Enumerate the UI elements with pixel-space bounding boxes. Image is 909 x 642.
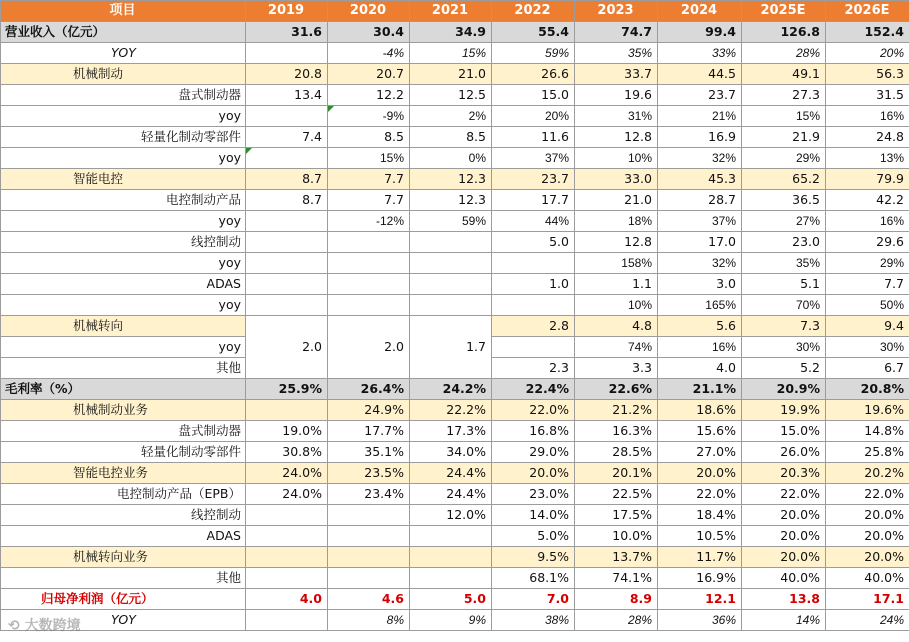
cell-2021: 9% (410, 610, 492, 631)
table-row (1, 253, 909, 274)
cell-2023: 22.5% (575, 484, 658, 505)
cell-2025E: 70% (742, 295, 826, 316)
cell-2022 (492, 253, 575, 274)
cell-2024: 36% (658, 610, 742, 631)
cell-2022: 2.8 (492, 316, 575, 337)
cell-2025E: 13.8 (742, 589, 826, 610)
table-row (1, 169, 909, 190)
table-row (1, 64, 909, 85)
cell-2023: 28.5% (575, 442, 658, 463)
cell-2024: 32% (658, 253, 742, 274)
cell-2020: 26.4% (328, 379, 410, 400)
cell-2025E: 5.1 (742, 274, 826, 295)
cell-2025E: 20.9% (742, 379, 826, 400)
cell-2019 (246, 148, 328, 169)
cell-2023: 35% (575, 43, 658, 64)
cell-2024: 11.7% (658, 547, 742, 568)
table-row (1, 106, 909, 127)
cell-2021: 8.5 (410, 127, 492, 148)
cell-2023: 4.8 (575, 316, 658, 337)
cell-2026E: 29.6 (826, 232, 909, 253)
row-label: YOY (1, 43, 246, 64)
header-row (1, 1, 909, 22)
cell-2020 (328, 232, 410, 253)
cell-2021: 21.0 (410, 64, 492, 85)
cell-2019: 25.9% (246, 379, 328, 400)
cell-2021 (410, 295, 492, 316)
cell-2019 (246, 547, 328, 568)
cell-2026E: 22.0% (826, 484, 909, 505)
cell-2020: -9% (328, 106, 410, 127)
cell-2024: 3.0 (658, 274, 742, 295)
cell-2019 (246, 610, 328, 631)
cell-2026E: 16% (826, 106, 909, 127)
cell-2023: 10% (575, 295, 658, 316)
cell-2026E: 20.0% (826, 547, 909, 568)
cell-2020: 7.7 (328, 190, 410, 211)
cell-2020 (328, 274, 410, 295)
cell-2025E: 20.3% (742, 463, 826, 484)
cell-2024: 165% (658, 295, 742, 316)
cell-2022: 44% (492, 211, 575, 232)
row-label: yoy (1, 106, 246, 127)
cell-2023: 33.0 (575, 169, 658, 190)
cell-2026E: 17.1 (826, 589, 909, 610)
cell-2025E: 36.5 (742, 190, 826, 211)
cell-2020 (328, 505, 410, 526)
cell-2023: 8.9 (575, 589, 658, 610)
cell-2022: 16.8% (492, 421, 575, 442)
table-row (1, 421, 909, 442)
cell-2023: 22.6% (575, 379, 658, 400)
cell-2024: 10.5% (658, 526, 742, 547)
row-label: 机械转向 (1, 316, 246, 337)
cell-2023: 16.3% (575, 421, 658, 442)
table-row (1, 379, 909, 400)
cell-2021 (410, 253, 492, 274)
row-label: 智能电控 (1, 169, 246, 190)
cell-2021: 24.2% (410, 379, 492, 400)
cell-2022: 11.6 (492, 127, 575, 148)
row-label: 盘式制动器 (1, 421, 246, 442)
cell-2026E: 152.4 (826, 22, 909, 43)
cell-2020: 35.1% (328, 442, 410, 463)
cell-2023: 18% (575, 211, 658, 232)
cell-2024: 16.9% (658, 568, 742, 589)
cell-2019: 31.6 (246, 22, 328, 43)
cell-2022: 7.0 (492, 589, 575, 610)
cell-2024: 18.6% (658, 400, 742, 421)
cell-2023: 74.7 (575, 22, 658, 43)
cell-2026E: 9.4 (826, 316, 909, 337)
cell-2022: 59% (492, 43, 575, 64)
header-year-2023: 2023 (575, 1, 658, 22)
cell-2020: 2.0 (328, 316, 410, 379)
row-label: 机械制动业务 (1, 400, 246, 421)
cell-2024: 16.9 (658, 127, 742, 148)
cell-2023: 3.3 (575, 358, 658, 379)
cell-2019: 24.0% (246, 463, 328, 484)
cell-2019: 20.8 (246, 64, 328, 85)
cell-2023: 28% (575, 610, 658, 631)
cell-2025E: 20.0% (742, 547, 826, 568)
cell-2022: 17.7 (492, 190, 575, 211)
cell-2026E: 42.2 (826, 190, 909, 211)
cell-2025E: 28% (742, 43, 826, 64)
cell-2019 (246, 211, 328, 232)
cell-2025E: 5.2 (742, 358, 826, 379)
cell-2026E: 29% (826, 253, 909, 274)
cell-2022: 22.0% (492, 400, 575, 421)
cell-2022: 2.3 (492, 358, 575, 379)
cell-2022: 55.4 (492, 22, 575, 43)
cell-2021 (410, 232, 492, 253)
cell-2025E: 27% (742, 211, 826, 232)
cell-2022: 22.4% (492, 379, 575, 400)
cell-2026E: 19.6% (826, 400, 909, 421)
header-year-2020: 2020 (328, 1, 410, 22)
table-row (1, 22, 909, 43)
cell-2021 (410, 547, 492, 568)
row-label: 机械转向业务 (1, 547, 246, 568)
row-label: yoy (1, 295, 246, 316)
cell-2019 (246, 568, 328, 589)
cell-2026E: 40.0% (826, 568, 909, 589)
cell-2020 (328, 526, 410, 547)
cell-2024: 32% (658, 148, 742, 169)
cell-2023: 10.0% (575, 526, 658, 547)
cell-2023: 31% (575, 106, 658, 127)
cell-2020: 24.9% (328, 400, 410, 421)
cell-2020: 7.7 (328, 169, 410, 190)
row-label: yoy (1, 148, 246, 169)
cell-2024: 18.4% (658, 505, 742, 526)
cell-2025E: 20.0% (742, 526, 826, 547)
cell-2021: 12.3 (410, 190, 492, 211)
cell-2020: 15% (328, 148, 410, 169)
cell-2026E: 6.7 (826, 358, 909, 379)
cell-2020: 12.2 (328, 85, 410, 106)
cell-2021 (410, 568, 492, 589)
cell-2026E: 14.8% (826, 421, 909, 442)
cell-2026E: 24.8 (826, 127, 909, 148)
cell-2020 (328, 547, 410, 568)
cell-2020: 23.4% (328, 484, 410, 505)
cell-2021: 1.7 (410, 316, 492, 379)
cell-2019 (246, 232, 328, 253)
cell-2019: 7.4 (246, 127, 328, 148)
cell-2022: 20% (492, 106, 575, 127)
table-row (1, 505, 909, 526)
cell-2024: 44.5 (658, 64, 742, 85)
table-row (1, 526, 909, 547)
cell-2021: 12.0% (410, 505, 492, 526)
cell-2026E: 20.0% (826, 505, 909, 526)
cell-2020 (328, 568, 410, 589)
row-label: 轻量化制动零部件 (1, 442, 246, 463)
cell-2022 (492, 337, 575, 358)
cell-2026E: 20.8% (826, 379, 909, 400)
cell-2024: 20.0% (658, 463, 742, 484)
cell-2024: 27.0% (658, 442, 742, 463)
header-item: 项目 (1, 1, 246, 22)
cell-2024: 37% (658, 211, 742, 232)
cell-2022: 26.6 (492, 64, 575, 85)
cell-2021: 12.3 (410, 169, 492, 190)
cell-2025E: 35% (742, 253, 826, 274)
row-label: yoy (1, 211, 246, 232)
table-row (1, 568, 909, 589)
row-label: ADAS (1, 274, 246, 295)
row-label: ADAS (1, 526, 246, 547)
row-label: 归母净利润（亿元） (1, 589, 246, 610)
cell-2023: 33.7 (575, 64, 658, 85)
cell-2019 (246, 43, 328, 64)
cell-2025E: 27.3 (742, 85, 826, 106)
cell-2022: 5.0% (492, 526, 575, 547)
table-row (1, 463, 909, 484)
cell-2024: 4.0 (658, 358, 742, 379)
cell-2026E: 79.9 (826, 169, 909, 190)
table-row (1, 274, 909, 295)
cell-2022: 37% (492, 148, 575, 169)
cell-2023: 20.1% (575, 463, 658, 484)
row-label: 轻量化制动零部件 (1, 127, 246, 148)
cell-2024: 21.1% (658, 379, 742, 400)
table-row (1, 190, 909, 211)
cell-2022: 20.0% (492, 463, 575, 484)
row-label: 营业收入（亿元） (1, 22, 246, 43)
cell-2024: 17.0 (658, 232, 742, 253)
cell-2020 (328, 253, 410, 274)
cell-2026E: 31.5 (826, 85, 909, 106)
row-label: 其他 (1, 358, 246, 379)
cell-2021: 5.0 (410, 589, 492, 610)
cell-2020: 17.7% (328, 421, 410, 442)
header-year-2025e: 2025E (742, 1, 826, 22)
cell-2025E: 19.9% (742, 400, 826, 421)
cell-2026E: 7.7 (826, 274, 909, 295)
row-label: 机械制动 (1, 64, 246, 85)
cell-2023: 12.8 (575, 232, 658, 253)
cell-2025E: 40.0% (742, 568, 826, 589)
table-row (1, 484, 909, 505)
cell-2021: 24.4% (410, 484, 492, 505)
table-row (1, 148, 909, 169)
cell-2024: 28.7 (658, 190, 742, 211)
cell-2021: 34.9 (410, 22, 492, 43)
cell-2021: 2% (410, 106, 492, 127)
cell-2025E: 23.0 (742, 232, 826, 253)
cell-2023: 74% (575, 337, 658, 358)
cell-2026E: 25.8% (826, 442, 909, 463)
cell-2019: 8.7 (246, 190, 328, 211)
header-year-2021: 2021 (410, 1, 492, 22)
cell-2023: 21.2% (575, 400, 658, 421)
row-label: yoy (1, 253, 246, 274)
cell-2019: 8.7 (246, 169, 328, 190)
cell-2022: 1.0 (492, 274, 575, 295)
cell-2026E: 56.3 (826, 64, 909, 85)
cell-2025E: 14% (742, 610, 826, 631)
cell-2024: 45.3 (658, 169, 742, 190)
cell-2021: 59% (410, 211, 492, 232)
cell-2023: 17.5% (575, 505, 658, 526)
row-label: 其他 (1, 568, 246, 589)
cell-2025E: 26.0% (742, 442, 826, 463)
row-label: 线控制动 (1, 505, 246, 526)
cell-2021: 12.5 (410, 85, 492, 106)
table-row (1, 442, 909, 463)
cell-2025E: 49.1 (742, 64, 826, 85)
cell-2024: 21% (658, 106, 742, 127)
watermark-text: 大数跨境 (24, 618, 81, 634)
table-row (1, 232, 909, 253)
cell-2020: 8% (328, 610, 410, 631)
cell-2019: 2.0 (246, 316, 328, 379)
table-row (1, 295, 909, 316)
cell-2026E: 24% (826, 610, 909, 631)
cell-2019 (246, 253, 328, 274)
cell-2024: 16% (658, 337, 742, 358)
cell-2021 (410, 526, 492, 547)
cell-2020: -4% (328, 43, 410, 64)
header-year-2024: 2024 (658, 1, 742, 22)
cell-2026E: 16% (826, 211, 909, 232)
cell-2020 (328, 295, 410, 316)
table-row (1, 127, 909, 148)
cell-2026E: 30% (826, 337, 909, 358)
cell-2019 (246, 400, 328, 421)
cell-2022: 9.5% (492, 547, 575, 568)
cell-2024: 12.1 (658, 589, 742, 610)
table-row (1, 85, 909, 106)
table-row (1, 400, 909, 421)
cell-2022 (492, 295, 575, 316)
cell-2023: 21.0 (575, 190, 658, 211)
table-row (1, 589, 909, 610)
cell-2024: 22.0% (658, 484, 742, 505)
cell-2021: 17.3% (410, 421, 492, 442)
cell-2022: 5.0 (492, 232, 575, 253)
watermark-logo: ⟲ 大数跨境 (8, 618, 81, 634)
cell-2022: 23.0% (492, 484, 575, 505)
cell-2021: 34.0% (410, 442, 492, 463)
cell-2019 (246, 274, 328, 295)
row-label: 盘式制动器 (1, 85, 246, 106)
cell-2019: 24.0% (246, 484, 328, 505)
cell-2019 (246, 106, 328, 127)
cell-2021: 24.4% (410, 463, 492, 484)
cell-2025E: 22.0% (742, 484, 826, 505)
cell-2020: 4.6 (328, 589, 410, 610)
cell-2025E: 21.9 (742, 127, 826, 148)
cell-2025E: 15% (742, 106, 826, 127)
cell-2022: 68.1% (492, 568, 575, 589)
cell-2019: 30.8% (246, 442, 328, 463)
cell-2021: 15% (410, 43, 492, 64)
cell-2020: 8.5 (328, 127, 410, 148)
cell-2020: 23.5% (328, 463, 410, 484)
cell-2021: 0% (410, 148, 492, 169)
cell-2025E: 7.3 (742, 316, 826, 337)
cell-2020: -12% (328, 211, 410, 232)
cell-2023: 74.1% (575, 568, 658, 589)
cell-2024: 15.6% (658, 421, 742, 442)
cell-2019 (246, 526, 328, 547)
table-row (1, 211, 909, 232)
cell-2023: 19.6 (575, 85, 658, 106)
cell-2022: 15.0 (492, 85, 575, 106)
cell-2023: 10% (575, 148, 658, 169)
cell-2024: 33% (658, 43, 742, 64)
cell-2026E: 50% (826, 295, 909, 316)
row-label: 毛利率（%） (1, 379, 246, 400)
cell-2026E: 20.2% (826, 463, 909, 484)
cell-2025E: 15.0% (742, 421, 826, 442)
table-row (1, 316, 909, 337)
cell-2024: 23.7 (658, 85, 742, 106)
cell-2026E: 20.0% (826, 526, 909, 547)
cell-2026E: 13% (826, 148, 909, 169)
cell-2024: 5.6 (658, 316, 742, 337)
row-label: 电控制动产品（EPB） (1, 484, 246, 505)
cell-2024: 99.4 (658, 22, 742, 43)
cell-2025E: 65.2 (742, 169, 826, 190)
cell-2023: 158% (575, 253, 658, 274)
cell-2025E: 126.8 (742, 22, 826, 43)
table-row (1, 610, 909, 631)
table-row (1, 43, 909, 64)
cell-2019 (246, 505, 328, 526)
cell-2019: 4.0 (246, 589, 328, 610)
cell-2025E: 29% (742, 148, 826, 169)
cell-2023: 1.1 (575, 274, 658, 295)
row-label: 电控制动产品 (1, 190, 246, 211)
row-label: 线控制动 (1, 232, 246, 253)
cell-2020: 30.4 (328, 22, 410, 43)
table-row (1, 547, 909, 568)
cell-2019: 19.0% (246, 421, 328, 442)
cell-2019 (246, 295, 328, 316)
cell-2021: 22.2% (410, 400, 492, 421)
cell-2019: 13.4 (246, 85, 328, 106)
cell-2022: 29.0% (492, 442, 575, 463)
row-label: yoy (1, 337, 246, 358)
cell-2022: 38% (492, 610, 575, 631)
cell-2021 (410, 274, 492, 295)
row-label: 智能电控业务 (1, 463, 246, 484)
row-label: YOY (1, 610, 246, 631)
cell-2026E: 20% (826, 43, 909, 64)
cell-2025E: 30% (742, 337, 826, 358)
cell-2025E: 20.0% (742, 505, 826, 526)
header-year-2026e: 2026E (826, 1, 909, 22)
cell-2023: 13.7% (575, 547, 658, 568)
header-year-2019: 2019 (246, 1, 328, 22)
header-year-2022: 2022 (492, 1, 575, 22)
cell-2023: 12.8 (575, 127, 658, 148)
cell-2020: 20.7 (328, 64, 410, 85)
cell-2022: 14.0% (492, 505, 575, 526)
cell-2022: 23.7 (492, 169, 575, 190)
